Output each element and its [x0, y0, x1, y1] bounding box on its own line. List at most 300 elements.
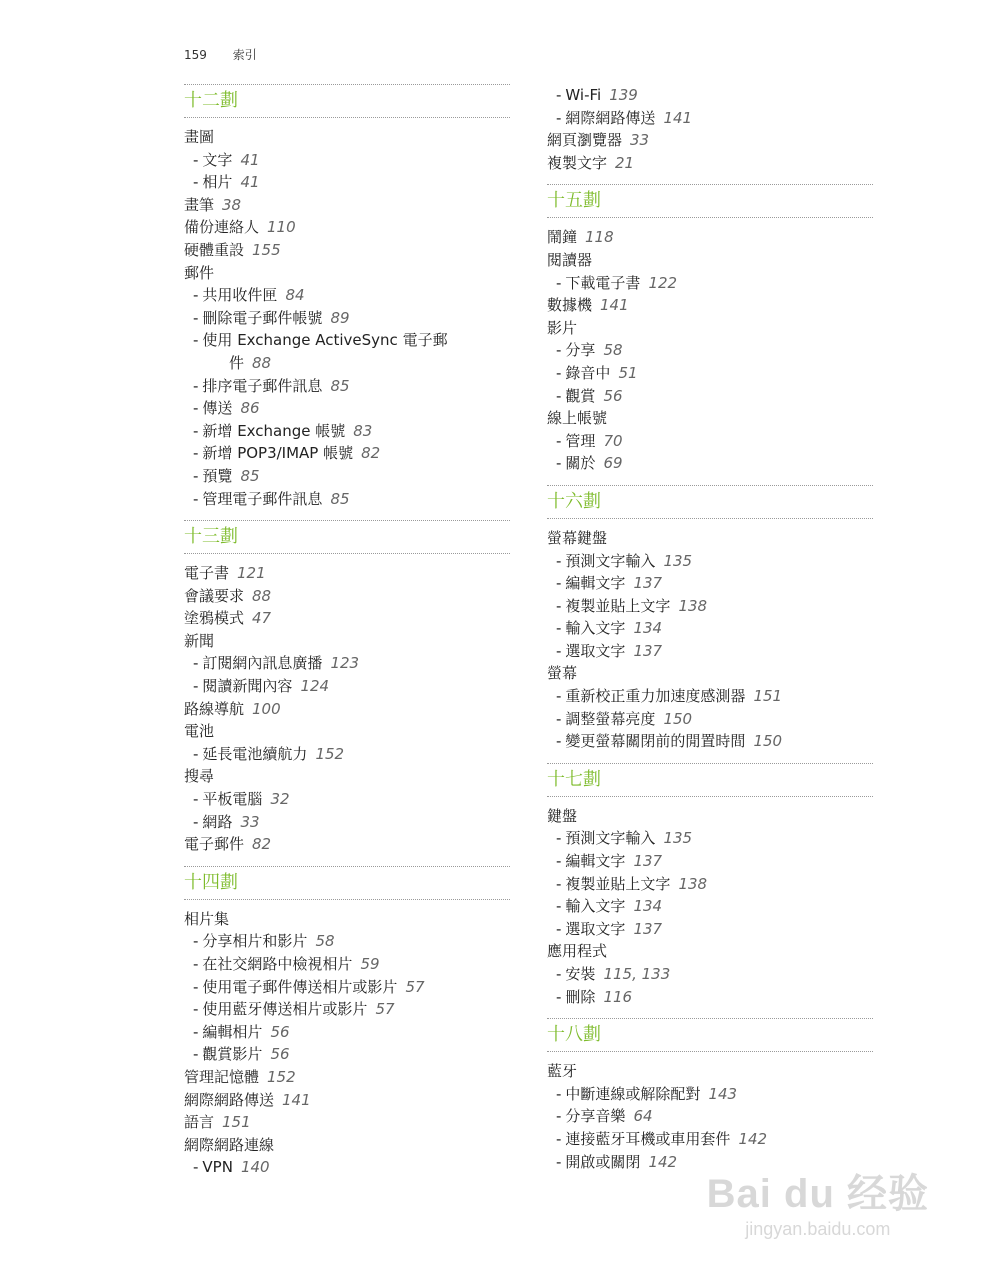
index-subentry	[184, 171, 510, 194]
page-ref: 139	[609, 86, 638, 104]
page-ref: 152	[267, 1067, 296, 1086]
index-section	[184, 520, 510, 856]
entry-text: 新增 POP3/IMAP 帳號	[202, 444, 354, 463]
entry-text: 訂閱網內訊息廣播	[202, 654, 323, 673]
index-subentry	[184, 953, 510, 976]
index-subentry	[547, 362, 873, 385]
subentry-dash: -	[556, 431, 562, 450]
index-subentry	[547, 550, 873, 573]
entry-text: Wi-Fi	[565, 86, 602, 104]
index-subentry	[184, 465, 510, 488]
subentry-dash: -	[193, 1045, 199, 1064]
subentry-dash: -	[193, 1000, 199, 1019]
page-ref: 56	[270, 1045, 290, 1064]
entry-text: 傳送	[202, 399, 233, 418]
subentry-dash: -	[556, 1129, 562, 1148]
subentry-dash: -	[193, 654, 199, 673]
index-subentry	[547, 850, 873, 873]
index-subentry	[184, 284, 510, 307]
index-subentry	[547, 452, 873, 475]
index-subentry	[184, 149, 510, 172]
entry-text: 刪除	[565, 987, 596, 1006]
index-subentry	[184, 420, 510, 443]
page-ref: 56	[603, 386, 623, 405]
page-ref: 88	[252, 353, 272, 372]
entry-text: 錄音中	[565, 363, 611, 382]
index-subentry	[184, 998, 510, 1021]
subentry-dash: -	[193, 331, 199, 350]
entry-text: 閱讀器	[547, 250, 593, 269]
entry-text: 延長電池續航力	[202, 744, 308, 763]
entry-text: 分享	[565, 341, 596, 360]
page-ref: 121	[237, 564, 266, 583]
index-entry	[184, 720, 510, 743]
page-ref: 137	[633, 852, 663, 871]
entry-text: 相片集	[184, 909, 230, 928]
page-ref: 47	[252, 609, 272, 628]
subentry-dash: -	[556, 574, 562, 593]
entry-text: 預測文字輸入	[565, 829, 656, 848]
index-subentry	[547, 595, 873, 618]
index-subentry	[184, 743, 510, 766]
entry-text: 重新校正重力加速度感測器	[565, 687, 746, 706]
entry-text: 新聞	[184, 631, 215, 650]
page-ref: 141	[282, 1090, 311, 1109]
entry-text: 觀賞	[565, 386, 596, 405]
index-entry	[547, 527, 873, 550]
entry-text: 下載電子書	[565, 273, 641, 292]
section-heading: 十六劃	[547, 485, 873, 519]
page-ref: 137	[633, 919, 663, 938]
page-ref: 56	[270, 1022, 290, 1041]
entry-text: 螢幕	[547, 664, 578, 683]
index-entry	[184, 585, 510, 608]
entry-text: 變更螢幕關閉前的閒置時間	[565, 732, 746, 751]
index-section	[547, 485, 873, 753]
entry-text: 中斷連線或解除配對	[565, 1084, 701, 1103]
entry-text: 語言	[184, 1113, 215, 1132]
index-section	[547, 184, 873, 475]
index-subentry	[547, 84, 873, 107]
index-subentry	[547, 986, 873, 1009]
page-ref: 70	[603, 431, 623, 450]
page-ref: 41	[240, 173, 260, 192]
entry-text: 使用電子郵件傳送相片或影片	[202, 977, 398, 996]
entry-text: 選取文字	[565, 919, 626, 938]
page-ref: 142	[738, 1129, 768, 1148]
page-ref: 135	[663, 551, 693, 570]
subentry-dash: -	[556, 687, 562, 706]
entry-text: 數據機	[547, 296, 593, 315]
page-ref: 32	[270, 790, 290, 809]
section-heading: 十五劃	[547, 184, 873, 218]
watermark-brand: Bai du 经验	[706, 1172, 929, 1216]
index-subentry	[184, 329, 510, 352]
page-ref: 137	[633, 574, 663, 593]
subentry-dash: -	[193, 955, 199, 973]
entry-text: 預測文字輸入	[565, 551, 656, 570]
entry-text: 輸入文字	[565, 897, 626, 916]
index-subentry	[547, 272, 873, 295]
index-entry	[547, 129, 873, 152]
entry-text: 新增 Exchange 帳號	[202, 421, 346, 440]
entry-text: 線上帳號	[547, 409, 608, 428]
index-subentry	[547, 617, 873, 640]
page-ref: 82	[252, 835, 272, 854]
index-subentry	[547, 708, 873, 731]
page-ref: 51	[618, 363, 638, 382]
index-section	[547, 84, 873, 174]
subentry-dash: -	[193, 1022, 199, 1041]
entry-text: 分享音樂	[565, 1107, 626, 1126]
entry-text: 編輯相片	[202, 1022, 263, 1041]
subentry-dash: -	[556, 86, 562, 104]
entry-text: 管理記憶體	[184, 1067, 260, 1086]
subentry-dash: -	[556, 363, 562, 382]
subentry-dash: -	[193, 677, 199, 696]
entry-text: 相片	[202, 173, 233, 192]
index-entry	[184, 607, 510, 630]
subentry-dash: -	[193, 376, 199, 395]
page-ref: 38	[222, 195, 242, 214]
entry-text: 硬體重設	[184, 240, 245, 259]
section-heading: 十八劃	[547, 1018, 873, 1052]
index-subentry	[547, 640, 873, 663]
index-subentry	[547, 1105, 873, 1128]
entry-text: 件	[229, 353, 245, 372]
subentry-dash: -	[193, 150, 199, 169]
index-column-left	[184, 84, 510, 1189]
entry-text: 開啟或關閉	[565, 1152, 641, 1171]
index-subentry	[547, 572, 873, 595]
page-title: 索引	[232, 48, 257, 62]
page-ref: 134	[633, 619, 663, 638]
entry-text: 網路	[202, 812, 233, 831]
page-ref: 85	[330, 489, 350, 508]
index-entry	[184, 1134, 510, 1157]
page-ref: 89	[330, 308, 350, 327]
page-ref: 137	[633, 641, 663, 660]
page-ref: 83	[353, 421, 373, 440]
index-subentry	[184, 1021, 510, 1044]
page-ref: 57	[405, 977, 425, 996]
page-ref: 33	[240, 812, 260, 831]
index-subentry	[547, 873, 873, 896]
entry-text: 鬧鐘	[547, 228, 578, 247]
index-subentry	[184, 652, 510, 675]
entry-text: 路線導航	[184, 699, 245, 718]
index-subentry	[547, 685, 873, 708]
index-subentry	[547, 895, 873, 918]
entry-text: 輸入文字	[565, 619, 626, 638]
index-entry	[184, 698, 510, 721]
entry-text: 刪除電子郵件帳號	[202, 308, 323, 327]
entry-text: 影片	[547, 318, 578, 337]
index-subentry	[184, 488, 510, 511]
subentry-dash: -	[556, 596, 562, 615]
index-subentry	[184, 397, 510, 420]
subentry-dash: -	[193, 744, 199, 763]
subentry-dash: -	[193, 308, 199, 327]
entry-text: 電子郵件	[184, 835, 245, 854]
index-subentry	[547, 1128, 873, 1151]
index-entry	[547, 407, 873, 430]
entry-list	[547, 1060, 873, 1173]
entry-text: 網頁瀏覽器	[547, 131, 623, 150]
entry-text: 調整螢幕亮度	[565, 709, 656, 728]
page-ref: 141	[600, 296, 629, 315]
entry-text: 備份連絡人	[184, 218, 260, 237]
entry-text: 預覽	[202, 466, 233, 485]
section-heading: 十四劃	[184, 866, 510, 900]
index-entry	[184, 765, 510, 788]
entry-text: 連接藍牙耳機或車用套件	[565, 1129, 731, 1148]
page-ref: 33	[630, 131, 650, 150]
page-ref: 155	[252, 240, 281, 259]
index-section	[184, 84, 510, 510]
subentry-dash: -	[193, 812, 199, 831]
subentry-dash: -	[556, 897, 562, 916]
page-ref: 88	[252, 586, 272, 605]
page-ref: 151	[222, 1113, 251, 1132]
subentry-dash: -	[556, 454, 562, 473]
entry-text: 藍牙	[547, 1062, 578, 1081]
subentry-dash: -	[556, 1107, 562, 1126]
subentry-dash: -	[556, 619, 562, 638]
subentry-dash: -	[193, 399, 199, 418]
index-subentry	[184, 352, 510, 375]
index-entry	[547, 226, 873, 249]
page-ref: 124	[300, 677, 330, 696]
page-ref: 143	[708, 1084, 738, 1103]
index-entry	[547, 805, 873, 828]
index-section	[547, 763, 873, 1008]
entry-text: 分享相片和影片	[202, 932, 308, 951]
page-ref: 85	[330, 376, 350, 395]
subentry-dash: -	[556, 732, 562, 751]
page-ref: 118	[585, 228, 614, 247]
entry-text: 會議要求	[184, 586, 245, 605]
page-ref: 41	[240, 150, 260, 169]
entry-list	[547, 84, 873, 174]
entry-text: 在社交網路中檢視相片	[202, 955, 353, 973]
page-ref: 142	[648, 1152, 678, 1171]
index-subentry	[547, 107, 873, 130]
entry-text: 螢幕鍵盤	[547, 528, 608, 547]
subentry-dash: -	[556, 1152, 562, 1171]
entry-text: 安裝	[565, 965, 596, 983]
page-ref: 86	[240, 399, 260, 418]
entry-list	[184, 562, 510, 856]
index-subentry	[547, 339, 873, 362]
index-subentry	[184, 675, 510, 698]
entry-text: 畫圖	[184, 128, 215, 146]
page-ref: 134	[633, 897, 663, 916]
section-heading: 十七劃	[547, 763, 873, 797]
entry-text: 使用 Exchange ActiveSync 電子郵	[202, 331, 448, 350]
subentry-dash: -	[556, 987, 562, 1006]
subentry-dash: -	[193, 173, 199, 192]
index-subentry	[184, 930, 510, 953]
entry-text: 應用程式	[547, 942, 608, 961]
entry-text: 複製並貼上文字	[565, 596, 671, 615]
entry-text: 電子書	[184, 564, 230, 583]
entry-text: 編輯文字	[565, 852, 626, 871]
subentry-dash: -	[193, 1158, 199, 1177]
entry-text: 塗鴉模式	[184, 609, 245, 628]
page-ref: 69	[603, 454, 623, 473]
page-ref: 140	[240, 1158, 270, 1177]
subentry-dash: -	[193, 444, 199, 463]
entry-text: 複製文字	[547, 153, 608, 172]
page-ref: 57	[375, 1000, 395, 1019]
entry-text: 文字	[202, 150, 233, 169]
subentry-dash: -	[193, 790, 199, 809]
index-entry	[184, 1066, 510, 1089]
subentry-dash: -	[556, 1084, 562, 1103]
entry-text: 畫筆	[184, 195, 215, 214]
index-entry	[184, 239, 510, 262]
index-subentry	[547, 730, 873, 753]
page-ref: 152	[315, 744, 345, 763]
index-entry	[184, 216, 510, 239]
page-ref: 116	[603, 987, 633, 1006]
entry-text: 關於	[565, 454, 596, 473]
subentry-dash: -	[556, 108, 562, 127]
page-ref: 141	[663, 108, 693, 127]
index-subentry	[184, 307, 510, 330]
page-ref: 150	[663, 709, 693, 728]
page-ref: 138	[678, 596, 708, 615]
entry-list	[184, 908, 510, 1179]
subentry-dash: -	[556, 641, 562, 660]
index-subentry	[184, 788, 510, 811]
page-ref: 85	[240, 466, 260, 485]
entry-text: VPN	[202, 1158, 233, 1177]
page-ref: 84	[285, 286, 305, 305]
page-ref: 64	[633, 1107, 653, 1126]
page-ref: 82	[361, 444, 381, 463]
index-subentry	[184, 976, 510, 999]
index-subentry	[184, 1043, 510, 1066]
index-subentry	[547, 918, 873, 941]
index-entry	[547, 152, 873, 175]
index-entry	[184, 194, 510, 217]
entry-text: 管理	[565, 431, 596, 450]
entry-text: 選取文字	[565, 641, 626, 660]
page-ref: 100	[252, 699, 281, 718]
index-entry	[184, 262, 510, 285]
page-ref: 115, 133	[603, 965, 671, 983]
entry-text: 編輯文字	[565, 574, 626, 593]
entry-text: 觀賞影片	[202, 1045, 263, 1064]
entry-text: 鍵盤	[547, 806, 578, 825]
entry-text: 複製並貼上文字	[565, 874, 671, 893]
index-subentry	[547, 963, 873, 986]
page-ref: 21	[615, 153, 635, 172]
entry-text: 搜尋	[184, 767, 215, 786]
index-subentry	[547, 1083, 873, 1106]
page-ref: 138	[678, 874, 708, 893]
index-entry	[184, 126, 510, 149]
index-entry	[184, 630, 510, 653]
entry-text: 管理電子郵件訊息	[202, 489, 323, 508]
index-entry	[184, 562, 510, 585]
index-section	[547, 1018, 873, 1173]
subentry-dash: -	[193, 421, 199, 440]
subentry-dash: -	[556, 874, 562, 893]
subentry-dash: -	[556, 273, 562, 292]
index-entry	[547, 662, 873, 685]
subentry-dash: -	[556, 919, 562, 938]
subentry-dash: -	[556, 551, 562, 570]
index-entry	[547, 1060, 873, 1083]
page-ref: 151	[753, 687, 783, 706]
page-header	[184, 46, 257, 63]
index-entry	[547, 294, 873, 317]
subentry-dash: -	[556, 852, 562, 871]
subentry-dash: -	[556, 965, 562, 983]
subentry-dash: -	[556, 386, 562, 405]
index-subentry	[547, 430, 873, 453]
subentry-dash: -	[193, 932, 199, 951]
index-subentry	[184, 1156, 510, 1179]
entry-text: 網際網路傳送	[184, 1090, 275, 1109]
subentry-dash: -	[556, 341, 562, 360]
page-ref: 123	[330, 654, 360, 673]
entry-text: 網際網路傳送	[565, 108, 656, 127]
subentry-dash: -	[193, 286, 199, 305]
entry-list	[547, 527, 873, 753]
section-heading: 十二劃	[184, 84, 510, 118]
index-entry	[547, 249, 873, 272]
index-entry	[184, 908, 510, 931]
entry-list	[184, 126, 510, 510]
section-heading: 十三劃	[184, 520, 510, 554]
entry-text: 排序電子郵件訊息	[202, 376, 323, 395]
page-ref: 58	[315, 932, 335, 951]
entry-text: 網際網路連線	[184, 1135, 275, 1154]
subentry-dash: -	[193, 466, 199, 485]
entry-text: 使用藍牙傳送相片或影片	[202, 1000, 368, 1019]
subentry-dash: -	[193, 489, 199, 508]
watermark-site: jingyan.baidu.com	[745, 1219, 891, 1239]
index-column-right	[547, 84, 873, 1183]
index-entry	[184, 833, 510, 856]
entry-text: 閱讀新聞內容	[202, 677, 293, 696]
page-ref: 110	[267, 218, 296, 237]
index-section	[184, 866, 510, 1179]
index-entry	[184, 1089, 510, 1112]
index-entry	[547, 940, 873, 963]
page-number: 159	[184, 48, 207, 62]
baidu-watermark	[707, 1162, 929, 1240]
index-subentry	[184, 442, 510, 465]
page-ref: 135	[663, 829, 693, 848]
subentry-dash: -	[556, 709, 562, 728]
index-subentry	[184, 375, 510, 398]
entry-text: 電池	[184, 722, 215, 741]
page-ref: 59	[360, 955, 380, 973]
entry-text: 平板電腦	[202, 790, 263, 809]
subentry-dash: -	[193, 977, 199, 996]
index-entry	[547, 317, 873, 340]
entry-list	[547, 805, 873, 1008]
index-subentry	[184, 811, 510, 834]
entry-text: 郵件	[184, 263, 215, 282]
index-subentry	[547, 385, 873, 408]
page-ref: 150	[753, 732, 783, 751]
